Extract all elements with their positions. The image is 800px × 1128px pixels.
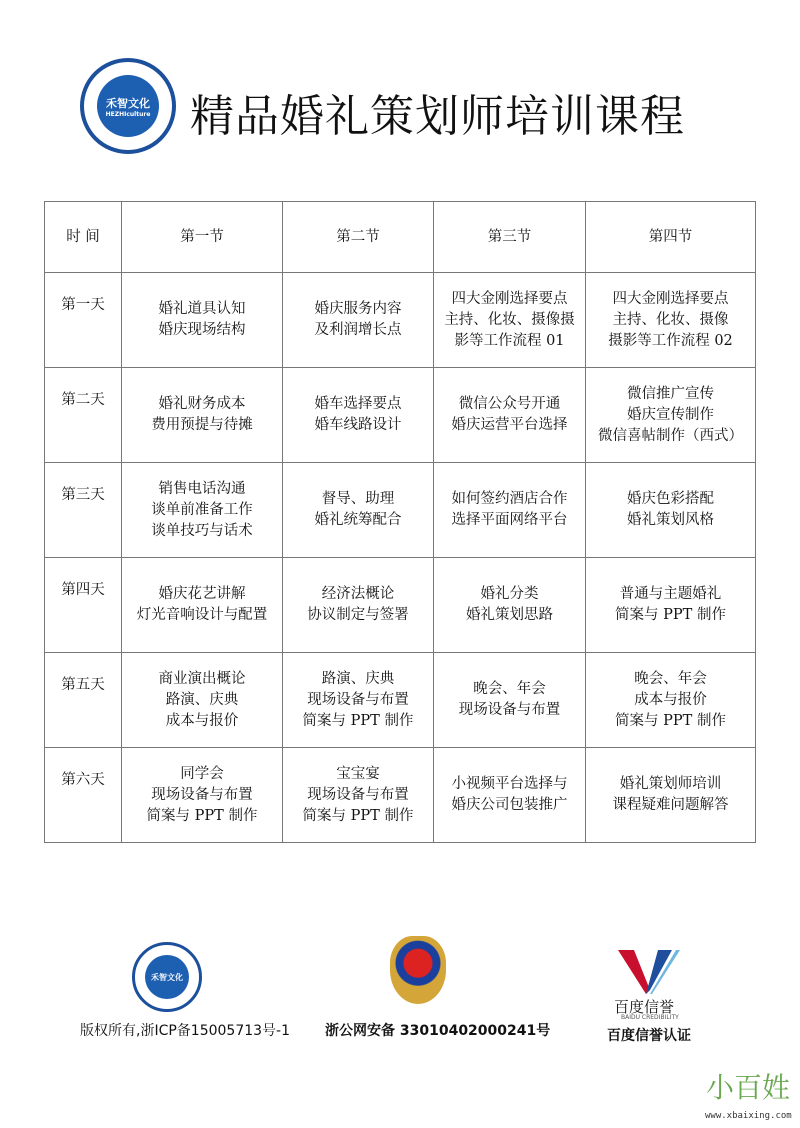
session-cell	[122, 273, 283, 368]
session-line: 同学会	[180, 765, 224, 782]
session-line: 选择平面网络平台	[451, 512, 568, 528]
session-cell	[586, 558, 756, 653]
session-cell	[283, 653, 434, 748]
session-line: 课程疑难问题解答	[612, 797, 729, 813]
day-cell: 第四天	[45, 558, 122, 653]
session-line: 路演、庆典	[165, 691, 239, 708]
police-record-text: 浙公网安备 33010402000241号	[325, 1023, 551, 1039]
table-row	[45, 558, 756, 653]
day-cell: 第二天	[45, 368, 122, 463]
session-line: 小视频平台选择与	[451, 776, 568, 792]
watermark-logo: 小百姓	[706, 1071, 791, 1104]
session-line: 婚庆运营平台选择	[451, 417, 568, 433]
session-cell	[434, 463, 586, 558]
session-line: 及利润增长点	[314, 322, 402, 338]
session-line: 微信公众号开通	[458, 396, 561, 412]
column-header: 第三节	[434, 202, 586, 273]
session-line: 宝宝宴	[336, 765, 380, 782]
page-title: 精品婚礼策划师培训课程	[190, 91, 685, 142]
session-line: 成本与报价	[165, 712, 239, 729]
logo-text: 禾智文化	[151, 972, 183, 982]
session-line: 主持、化妆、摄像摄	[444, 311, 575, 328]
session-line: 婚庆色彩搭配	[627, 491, 714, 507]
session-line: 简案与 PPT 制作	[302, 807, 414, 824]
course-schedule-table	[44, 201, 756, 843]
session-line: 路演、庆典	[321, 670, 395, 687]
day-cell: 第一天	[45, 273, 122, 368]
session-line: 经济法概论	[321, 586, 395, 602]
session-line: 现场设备与布置	[151, 786, 253, 803]
session-cell	[283, 748, 434, 843]
session-line: 协议制定与签署	[307, 607, 409, 623]
day-cell: 第六天	[45, 748, 122, 843]
session-line: 灯光音响设计与配置	[136, 607, 268, 623]
session-cell	[283, 273, 434, 368]
session-cell	[434, 368, 586, 463]
session-cell	[122, 748, 283, 843]
day-cell: 第五天	[45, 653, 122, 748]
table-row	[45, 273, 756, 368]
session-line: 影等工作流程 01	[454, 332, 565, 349]
column-header: 第四节	[586, 202, 756, 273]
table-row	[45, 653, 756, 748]
session-line: 晚会、年会	[473, 681, 546, 697]
baidu-cert-text: 百度信誉认证	[607, 1028, 691, 1044]
session-cell	[586, 748, 756, 843]
session-line: 简案与 PPT 制作	[615, 712, 726, 729]
session-cell	[586, 653, 756, 748]
column-header: 第一节	[122, 202, 283, 273]
session-cell	[434, 558, 586, 653]
session-cell	[283, 463, 434, 558]
table-row	[45, 463, 756, 558]
session-line: 婚礼策划思路	[466, 607, 553, 623]
session-line: 婚车线路设计	[314, 417, 402, 433]
session-cell	[122, 463, 283, 558]
baidu-logo-text: 百度信誉	[614, 998, 675, 1016]
session-line: 婚礼统筹配合	[314, 512, 402, 528]
session-line: 婚庆服务内容	[314, 301, 402, 317]
session-line: 婚礼财务成本	[158, 396, 246, 412]
session-line: 婚庆公司包装推广	[451, 797, 568, 813]
session-cell	[122, 653, 283, 748]
session-line: 微信喜帖制作（西式）	[598, 427, 743, 444]
session-cell	[122, 558, 283, 653]
session-cell	[283, 558, 434, 653]
session-cell	[434, 748, 586, 843]
session-line: 婚庆现场结构	[158, 322, 246, 338]
hezhi-footer-logo	[132, 942, 202, 1012]
session-line: 谈单前准备工作	[151, 501, 253, 518]
session-cell	[122, 368, 283, 463]
copyright-text: 版权所有,浙ICP备15005713号-1	[80, 1023, 291, 1039]
table-row	[45, 368, 756, 463]
session-cell	[434, 653, 586, 748]
column-header: 时 间	[45, 202, 122, 273]
session-line: 现场设备与布置	[307, 691, 409, 708]
session-line: 商业演出概论	[158, 670, 246, 687]
baidu-v-icon	[618, 950, 682, 994]
session-line: 简案与 PPT 制作	[146, 807, 258, 824]
police-badge-icon	[390, 936, 446, 1004]
session-cell	[283, 368, 434, 463]
session-line: 婚礼分类	[480, 586, 539, 602]
session-line: 婚庆宣传制作	[627, 406, 714, 423]
column-header: 第二节	[283, 202, 434, 273]
session-line: 婚庆花艺讲解	[158, 586, 246, 602]
session-line: 婚礼策划风格	[627, 512, 714, 528]
session-line: 主持、化妆、摄像	[612, 311, 729, 328]
session-line: 普通与主题婚礼	[619, 586, 722, 602]
baidu-en-text: BAIDU CREDIBILITY	[621, 1014, 679, 1021]
session-line: 四大金刚选择要点	[612, 290, 729, 307]
session-line: 简案与 PPT 制作	[302, 712, 414, 729]
watermark-url: www.xbaixing.com	[705, 1111, 792, 1121]
session-line: 婚礼道具认知	[158, 301, 246, 317]
table-row	[45, 748, 756, 843]
logo-sub: HEZHIculture	[105, 110, 151, 118]
session-line: 如何签约酒店合作	[451, 491, 568, 507]
session-line: 销售电话沟通	[158, 480, 246, 497]
session-line: 简案与 PPT 制作	[615, 607, 726, 623]
hezhi-logo	[80, 58, 176, 154]
session-line: 成本与报价	[634, 691, 707, 708]
session-line: 现场设备与布置	[458, 702, 561, 718]
logo-text: 禾智文化	[106, 96, 150, 110]
session-cell	[586, 273, 756, 368]
session-line: 督导、助理	[321, 491, 395, 507]
session-line: 四大金刚选择要点	[451, 290, 568, 307]
session-line: 现场设备与布置	[307, 786, 409, 803]
session-line: 谈单技巧与话术	[151, 522, 253, 539]
day-cell: 第三天	[45, 463, 122, 558]
session-line: 婚礼策划师培训	[619, 776, 722, 792]
session-line: 费用预提与待摊	[151, 417, 253, 433]
session-cell	[586, 368, 756, 463]
session-cell	[586, 463, 756, 558]
session-line: 晚会、年会	[634, 670, 707, 687]
session-line: 婚车选择要点	[314, 396, 402, 412]
session-line: 摄影等工作流程 02	[608, 332, 733, 349]
session-line: 微信推广宣传	[627, 385, 714, 402]
session-cell	[434, 273, 586, 368]
